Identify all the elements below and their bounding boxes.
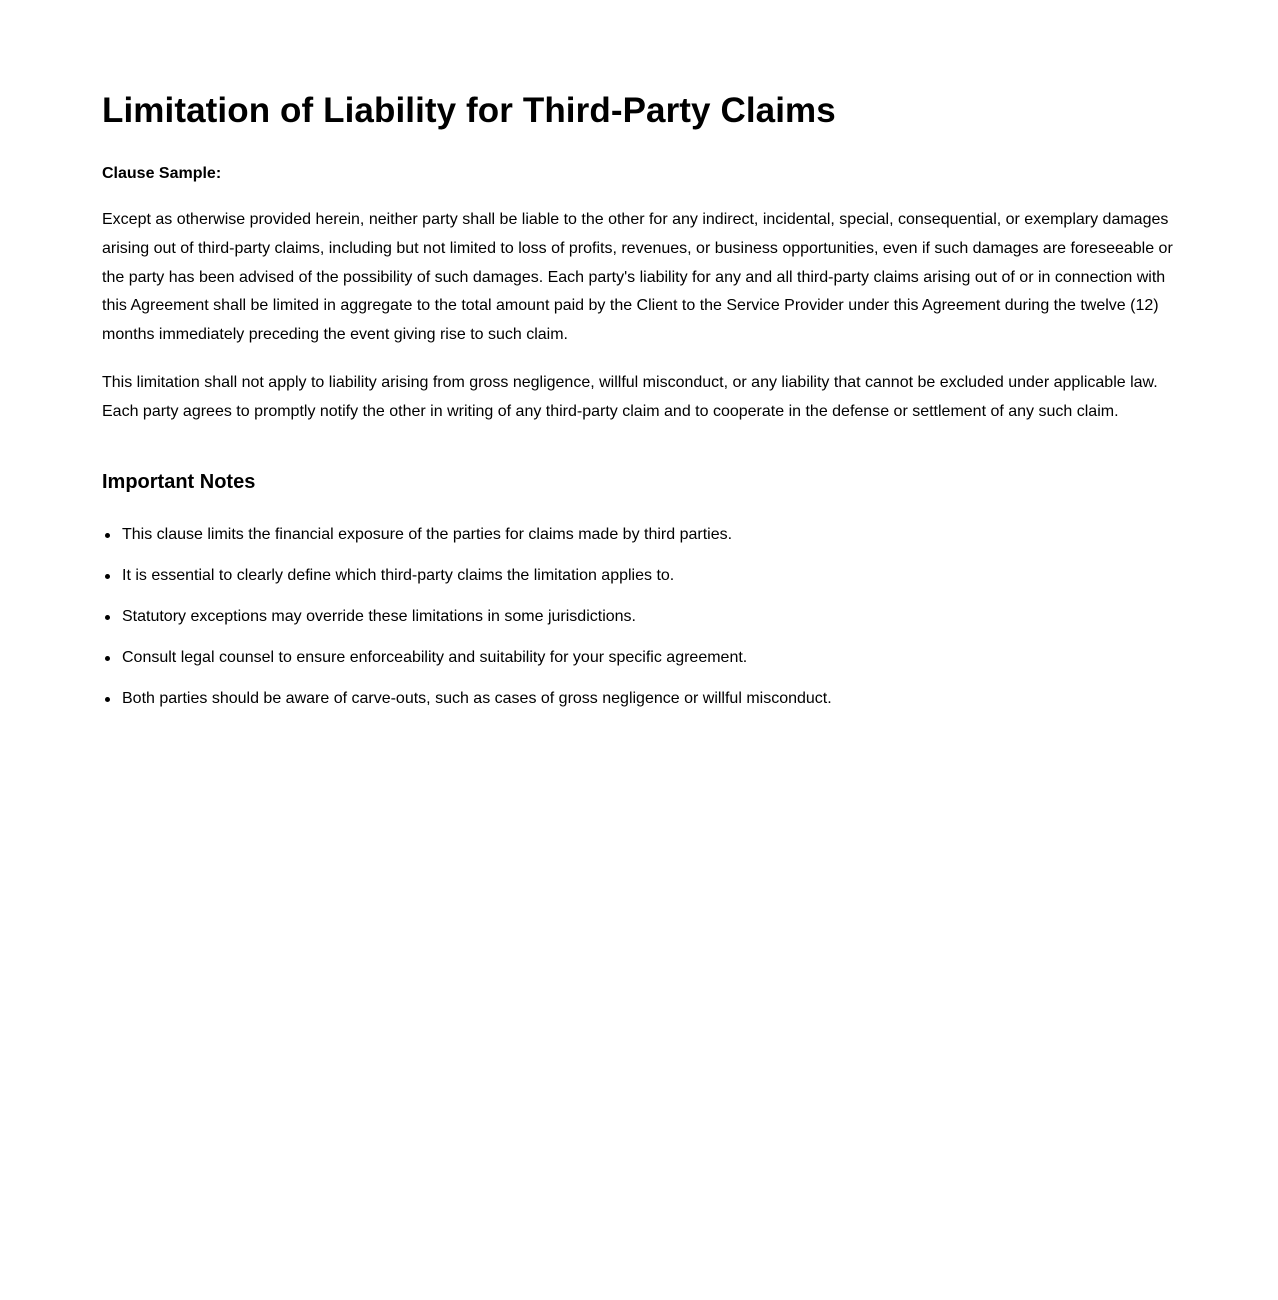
page-title: Limitation of Liability for Third-Party Claims (102, 91, 836, 130)
bullet-icon (105, 574, 110, 579)
clause-paragraph-2: This limitation shall not apply to liability arising from gross negligence, willful misconduct, or any liability that cannot be excluded under applicable law. Each party agrees to promptly notify the other in writing of any third-party claim and to cooperate in the defense or settlement of any such claim. (102, 373, 1158, 420)
clause-paragraph-1: Except as otherwise provided herein, neither party shall be liable to the other for any indirect, incidental, special, consequential, or exemplary damages arising out of third-party claims, including but not limited to loss of profits, revenues, or business opportunities, even if such damages are foreseeable or the party has been advised of the possibility of such damages. Each party's liability for any and all third-party claims arising out of or in connection with this Agreement shall be limited in aggregate to the total amount paid by the Client to the Service Provider under this Agreement during the twelve (12) months immediately preceding the event giving rise to such claim. (102, 211, 1173, 344)
notes-list (102, 524, 1178, 710)
list-item (102, 565, 1178, 587)
note-text: Both parties should be aware of carve-outs, such as cases of gross negligence or willful misconduct. (122, 689, 832, 707)
list-item (102, 647, 1178, 669)
note-text: Consult legal counsel to ensure enforceability and suitability for your specific agreement. (122, 648, 748, 666)
list-item (102, 606, 1178, 628)
note-text: It is essential to clearly define which third-party claims the limitation applies to. (122, 566, 675, 584)
list-item (102, 688, 1178, 710)
note-text: This clause limits the financial exposure of the parties for claims made by third parties. (122, 525, 733, 543)
bullet-icon (105, 533, 110, 538)
notes-heading: Important Notes (102, 470, 256, 493)
bullet-icon (105, 615, 110, 620)
bullet-icon (105, 697, 110, 702)
bullet-icon (105, 656, 110, 661)
list-item (102, 524, 1178, 546)
clause-sample-label: Clause Sample: (102, 165, 222, 182)
note-text: Statutory exceptions may override these limitations in some jurisdictions. (122, 607, 636, 625)
